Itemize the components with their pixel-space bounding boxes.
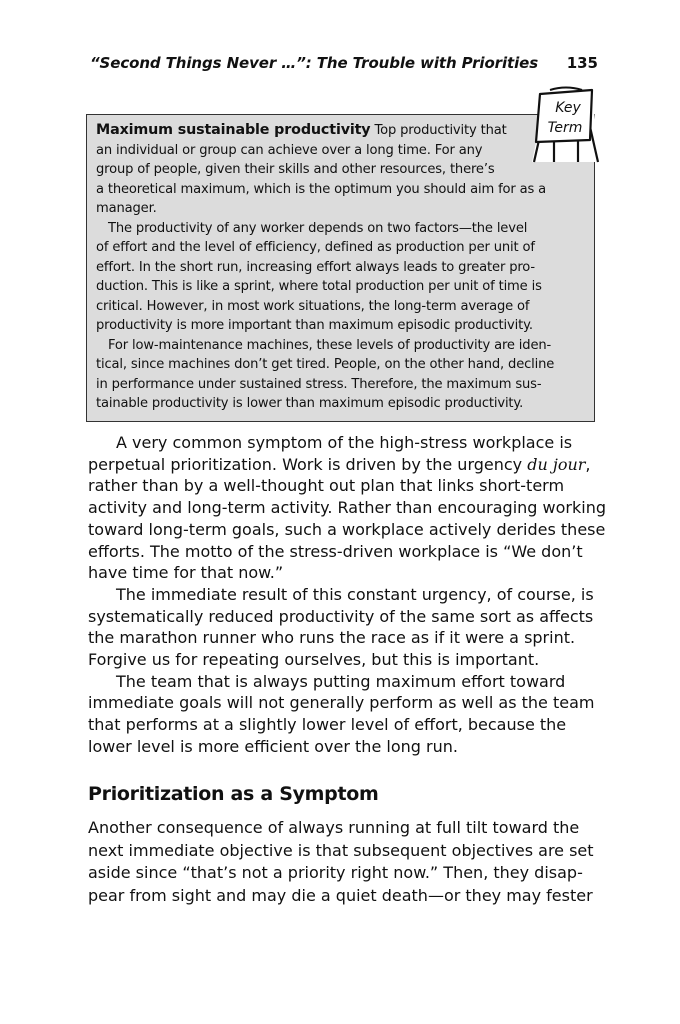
- key-term-line: effort. In the short run, increasing effort always leads to greater pro-: [96, 259, 535, 275]
- key-term-line: tical, since machines don’t get tired. People, on the other hand, decline: [96, 357, 555, 372]
- page-number: 135: [566, 54, 598, 72]
- key-term-line: For low-maintenance machines, these levels of productivity are iden-: [108, 337, 552, 353]
- body-line: have time for that now.”: [88, 563, 284, 583]
- key-term-title: Maximum sustainable productivity: [96, 122, 371, 138]
- key-term-easel-icon: [522, 84, 602, 166]
- body-line: Forgive us for repeating ourselves, but this is important.: [88, 650, 540, 670]
- key-term-line: manager.: [96, 201, 157, 216]
- key-term-text: [96, 121, 588, 414]
- emphasis-du-jour: du jour: [527, 454, 586, 474]
- body-line: immediate goals will not generally perform as well as the team: [88, 693, 595, 713]
- key-term-line: a theoretical maximum, which is the optimum you should aim for as a: [96, 181, 547, 197]
- body-line: pear from sight and may die a quiet death—or they may fester: [88, 885, 593, 905]
- body-line: the marathon runner who runs the race as if it were a sprint.: [88, 628, 576, 648]
- key-term-line: productivity is more important than maximum episodic productivity.: [96, 318, 533, 333]
- running-head: [90, 54, 598, 78]
- body-line: The immediate result of this constant urgency, of course, is: [116, 584, 594, 604]
- body-line: rather than by a well-thought out plan that links short-term: [88, 476, 565, 496]
- key-term-line: of effort and the level of efficiency, defined as production per unit of: [96, 240, 535, 255]
- key-term-line: in performance under sustained stress. Therefore, the maximum sus-: [96, 376, 542, 392]
- key-term-line: The productivity of any worker depends on two factors—the level: [108, 220, 528, 236]
- body-line: toward long-term goals, such a workplace actively derides these: [88, 519, 606, 539]
- section-body-text: [88, 817, 603, 907]
- key-term-line: group of people, given their skills and other resources, there’s: [96, 162, 495, 177]
- running-head-title: “Second Things Never …”: The Trouble with Priorities: [90, 54, 539, 72]
- key-term-paragraph-3: [96, 336, 588, 414]
- body-line: activity and long-term activity. Rather than encouraging working: [88, 498, 606, 518]
- key-term-line: duction. This is like a sprint, where total production per unit of time is: [96, 279, 542, 294]
- key-term-icon-line1: Key: [555, 100, 581, 116]
- body-line: perpetual prioritization. Work is driven by the urgency du jour,: [88, 454, 591, 474]
- body-text: [88, 432, 606, 758]
- key-term-line: Maximum sustainable productivity Top productivity that: [96, 122, 507, 138]
- body-line: lower level is more efficient over the long run.: [88, 736, 458, 756]
- body-line: The team that is always putting maximum effort toward: [116, 671, 566, 691]
- body-line: next immediate objective is that subsequent objectives are set: [88, 840, 594, 860]
- body-line: systematically reduced productivity of the same sort as affects: [88, 606, 594, 626]
- body-line: aside since “that’s not a priority right now.” Then, they disap-: [88, 863, 583, 882]
- key-term-box: [86, 114, 595, 422]
- key-term-line: critical. However, in most work situations, the long-term average of: [96, 298, 530, 314]
- body-line: that performs at a slightly lower level of effort, because the: [88, 715, 567, 735]
- section-heading: Prioritization as a Symptom: [88, 783, 379, 805]
- key-term-icon-line2: Term: [547, 120, 583, 136]
- key-term-paragraph-1: [96, 121, 588, 219]
- key-term-paragraph-2: [96, 219, 588, 336]
- body-line: A very common symptom of the high-stress workplace is: [116, 433, 573, 452]
- key-term-line: tainable productivity is lower than maximum episodic productivity.: [96, 396, 524, 411]
- key-term-line: an individual or group can achieve over a long time. For any: [96, 142, 483, 158]
- body-line: Another consequence of always running at full tilt toward the: [88, 818, 580, 837]
- body-line: efforts. The motto of the stress-driven workplace is “We don’t: [88, 541, 583, 561]
